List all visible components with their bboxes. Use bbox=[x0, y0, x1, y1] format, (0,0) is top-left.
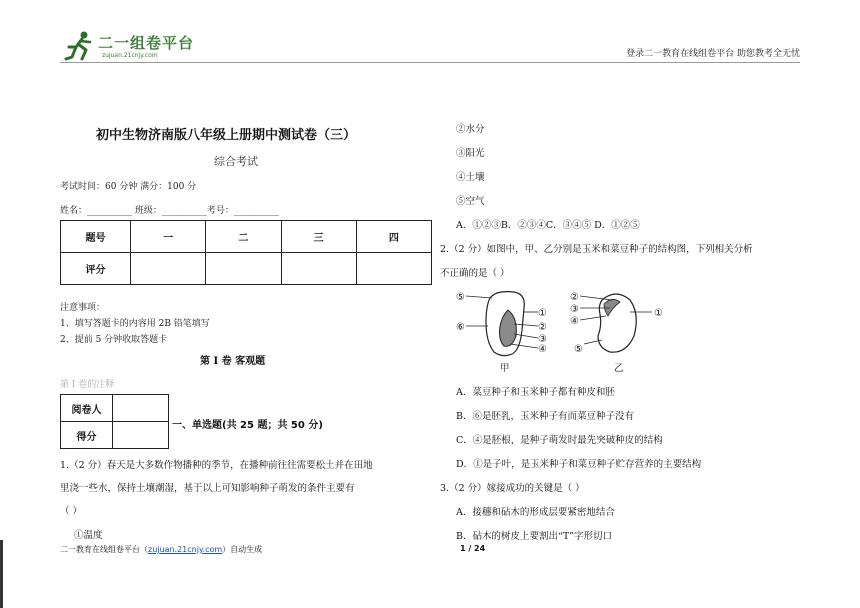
footer-link[interactable]: zujuan.21cnjy.com bbox=[148, 545, 223, 554]
footer-suffix: ）自动生成 bbox=[222, 545, 263, 554]
left-edge-bar bbox=[0, 540, 3, 608]
svg-text:④: ④ bbox=[538, 344, 547, 355]
section-note: 第 Ⅰ 卷的注释 bbox=[60, 380, 115, 390]
svg-text:③: ③ bbox=[538, 334, 547, 345]
score-cell: 一 bbox=[131, 221, 206, 253]
reviewer-blank bbox=[113, 395, 169, 422]
score-cell-blank bbox=[206, 253, 281, 285]
bean-seed-diagram bbox=[570, 292, 663, 355]
review-row bbox=[61, 422, 169, 449]
score-cell: 三 bbox=[281, 221, 356, 253]
score-cell: 二 bbox=[206, 221, 281, 253]
svg-text:④: ④ bbox=[570, 316, 579, 327]
question-1-option: ①温度 bbox=[74, 530, 103, 541]
question-2-option: B．⑥是胚乳，玉米种子有而菜豆种子没有 bbox=[456, 411, 634, 422]
figure-label-bean: 乙 bbox=[614, 363, 624, 374]
score-cell: 四 bbox=[356, 221, 431, 253]
header-slogan[interactable]: 登录二一教育在线组卷平台 助您教考全无忧 bbox=[626, 49, 800, 59]
question-1-option: ④土壤 bbox=[456, 172, 485, 183]
question-2-option: A．菜豆种子和玉米种子都有种皮和胚 bbox=[456, 387, 615, 398]
corn-seed-diagram bbox=[456, 292, 547, 356]
student-info-line: 姓名：__________ 班级：__________考号：__________ bbox=[60, 206, 279, 216]
score-table bbox=[60, 220, 432, 285]
header-divider bbox=[60, 62, 800, 63]
question-1-option: ③阳光 bbox=[456, 148, 485, 159]
question-3-text: 3.（2 分）嫁接成功的关键是（ ） bbox=[440, 483, 585, 494]
score-label: 得分 bbox=[61, 422, 113, 449]
exam-time-line: 考试时间：60 分钟 满分：100 分 bbox=[60, 182, 197, 192]
svg-text:⑤: ⑤ bbox=[456, 292, 465, 303]
question-1-text: 里浇一些水，保持土壤潮湿，基于以上可知影响种子萌发的条件主要有 bbox=[60, 483, 355, 494]
question-2-text: 2.（2 分）如图中，甲、乙分别是玉米和菜豆种子的结构图，下列相关分析 bbox=[440, 244, 753, 255]
notes-item: 2、提前 5 分钟收取答题卡 bbox=[60, 335, 168, 345]
logo-subtext: zujuan.21cnjy.com bbox=[102, 52, 158, 59]
exam-subtitle: 综合考试 bbox=[214, 155, 258, 168]
svg-text:⑥: ⑥ bbox=[456, 322, 465, 333]
score-blank bbox=[113, 422, 169, 449]
exam-title: 初中生物济南版八年级上册期中测试卷（三） bbox=[96, 128, 357, 143]
question-3-option: B．砧木的树皮上要割出“T”字形切口 bbox=[456, 531, 613, 542]
figure-label-corn: 甲 bbox=[500, 363, 510, 374]
logo bbox=[62, 30, 212, 64]
multiple-choice-title: 一、单选题(共 25 题；共 50 分) bbox=[172, 420, 323, 431]
score-table-header-row bbox=[61, 221, 432, 253]
svg-text:②: ② bbox=[538, 322, 547, 333]
question-1-answers: A．①②③B．②③④C．③④⑤ D．①②⑤ bbox=[456, 220, 640, 231]
page-number: 1 / 24 bbox=[460, 544, 486, 553]
svg-text:①: ① bbox=[654, 308, 663, 319]
svg-text:③: ③ bbox=[570, 304, 579, 315]
runner-logo-icon bbox=[62, 30, 98, 62]
question-2-option: C．④是胚根，是种子萌发时最先突破种皮的结构 bbox=[456, 435, 663, 446]
logo-text: 二一组卷平台 bbox=[98, 34, 195, 52]
notes-item: 1、填写答题卡的内容用 2B 铅笔填写 bbox=[60, 319, 210, 329]
svg-text:②: ② bbox=[570, 292, 579, 303]
score-cell: 题号 bbox=[61, 221, 131, 253]
notes-heading: 注意事项： bbox=[60, 303, 106, 313]
review-table bbox=[60, 394, 169, 449]
review-row bbox=[61, 395, 169, 422]
svg-text:①: ① bbox=[538, 308, 547, 319]
seed-structure-figure bbox=[452, 286, 682, 376]
reviewer-label: 阅卷人 bbox=[61, 395, 113, 422]
question-2-option: D．①是子叶，是玉米种子和菜豆种子贮存营养的主要结构 bbox=[456, 459, 702, 470]
question-1-text: 1.（2 分）春天是大多数作物播种的季节，在播种前往往需要松土并在田地 bbox=[60, 460, 373, 471]
section-title: 第 Ⅰ 卷 客观题 bbox=[200, 356, 266, 367]
question-1-option: ⑤空气 bbox=[456, 196, 485, 207]
footer-source bbox=[60, 544, 262, 555]
question-1-option: ②水分 bbox=[456, 124, 485, 135]
score-cell-blank bbox=[131, 253, 206, 285]
score-cell-blank bbox=[281, 253, 356, 285]
question-2-text: 不正确的是（ ） bbox=[440, 268, 510, 279]
svg-text:⑤: ⑤ bbox=[574, 344, 583, 355]
score-cell-blank bbox=[356, 253, 431, 285]
question-3-option: A．接穗和砧木的形成层要紧密地结合 bbox=[456, 507, 615, 518]
footer-prefix: 二一教育在线组卷平台（ bbox=[60, 545, 148, 554]
score-table-score-row bbox=[61, 253, 432, 285]
question-1-text: （ ） bbox=[60, 506, 83, 517]
score-cell: 评分 bbox=[61, 253, 131, 285]
